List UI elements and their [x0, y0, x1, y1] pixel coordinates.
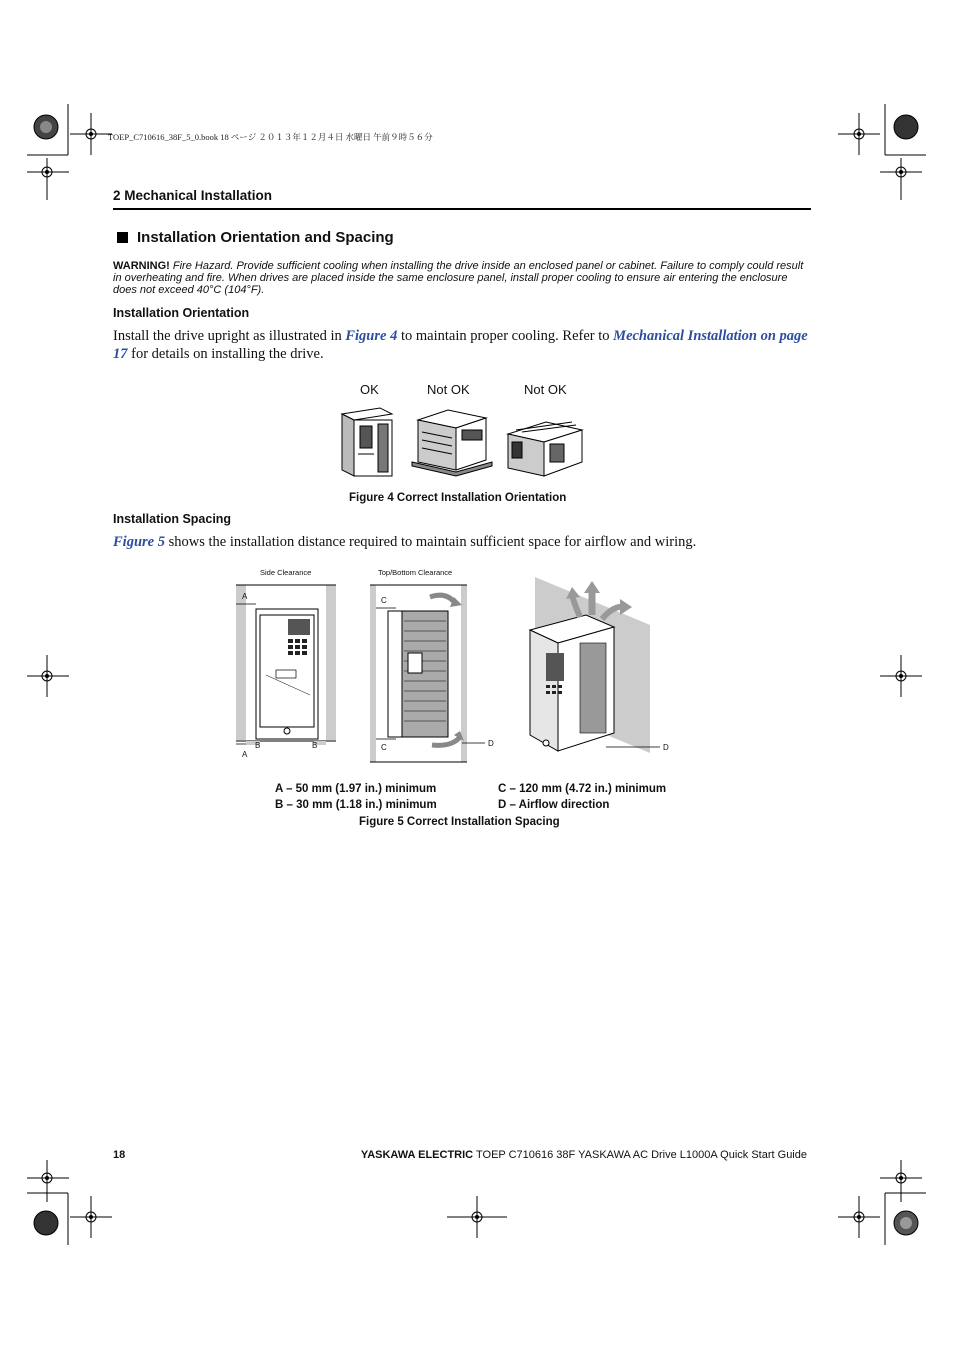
warning-text: Fire Hazard. Provide sufficient cooling when installing the drive inside an enclosed panel or cabinet. Failure to comply could result in overheating and fire. When drives are placed inside the same enclosure panel, install proper cooling to ensure air entering the enclosure does not exceed 40°C (104°F).	[113, 260, 804, 297]
orientation-text-2: to maintain proper cooling. Refer to	[397, 328, 614, 344]
drive-upright-icon	[342, 408, 392, 476]
footer-brand: YASKAWA ELECTRIC	[360, 1149, 474, 1161]
legend-item-b: B – 30 mm (1.18 in.) minimum	[275, 799, 437, 811]
letter-d-airflow: D	[663, 743, 669, 752]
side-clearance-diagram	[236, 585, 336, 745]
spacing-text: shows the installation distance required to maintain sufficient space for airflow and wiring.	[164, 534, 697, 550]
bullet-square-icon	[117, 232, 128, 243]
letter-d-side: D	[488, 739, 494, 748]
footer-document-title	[361, 1149, 807, 1161]
letter-b-right: B	[312, 741, 318, 750]
top-bottom-clearance-title: Top/Bottom Clearance	[378, 568, 453, 577]
orientation-illustration	[336, 400, 586, 482]
footer-doc-text: TOEP C710616 38F YASKAWA AC Drive L1000A Quick Start Guide	[473, 1149, 807, 1161]
side-clearance-title: Side Clearance	[260, 568, 312, 577]
top-bottom-clearance-diagram	[370, 585, 485, 762]
section-rule	[113, 208, 811, 210]
airflow-diagram	[530, 577, 660, 753]
page-number: 18	[113, 1149, 126, 1161]
letter-c-top: C	[381, 596, 387, 605]
orientation-subheading: Installation Orientation	[113, 306, 250, 320]
orientation-text-3: for details on installing the drive.	[127, 346, 324, 362]
orientation-paragraph	[113, 327, 813, 363]
orientation-text-1: Install the drive upright as illustrated in	[113, 328, 346, 344]
figure-5-caption: Figure 5 Correct Installation Spacing	[359, 816, 560, 828]
section-heading	[117, 229, 394, 246]
drive-horizontal-icon	[412, 410, 492, 476]
warning-label: WARNING!	[113, 260, 170, 272]
label-ok: OK	[360, 382, 379, 397]
letter-a-top: A	[242, 592, 248, 601]
label-not-ok-2: Not OK	[524, 382, 567, 397]
label-not-ok-1: Not OK	[427, 382, 470, 397]
figure-4-link[interactable]: Figure 4	[345, 328, 398, 344]
drive-flat-icon	[508, 422, 582, 476]
spacing-paragraph	[113, 533, 813, 551]
print-info: TOEP_C710616_38F_5_0.book 18 ページ ２０１３年１２月４日 水曜日 午前９時５６分	[108, 132, 433, 142]
legend-item-c: C – 120 mm (4.72 in.) minimum	[498, 783, 667, 795]
letter-c-bottom: C	[381, 743, 387, 752]
legend-item-d: D – Airflow direction	[498, 799, 610, 811]
letter-b-left: B	[255, 741, 261, 750]
figure-5-link[interactable]: Figure 5	[113, 534, 165, 550]
heading-text: Installation Orientation and Spacing	[137, 229, 394, 246]
legend-item-a: A – 50 mm (1.97 in.) minimum	[275, 783, 437, 795]
letter-a-bottom: A	[242, 750, 248, 759]
spacing-subheading: Installation Spacing	[113, 512, 232, 526]
mechanical-installation-link[interactable]: Mechanical Installation on page 17	[113, 328, 808, 362]
section-header: 2 Mechanical Installation	[113, 188, 273, 203]
spacing-illustration	[230, 575, 690, 770]
warning-block	[113, 260, 813, 297]
figure-4-caption: Figure 4 Correct Installation Orientation	[349, 492, 567, 504]
